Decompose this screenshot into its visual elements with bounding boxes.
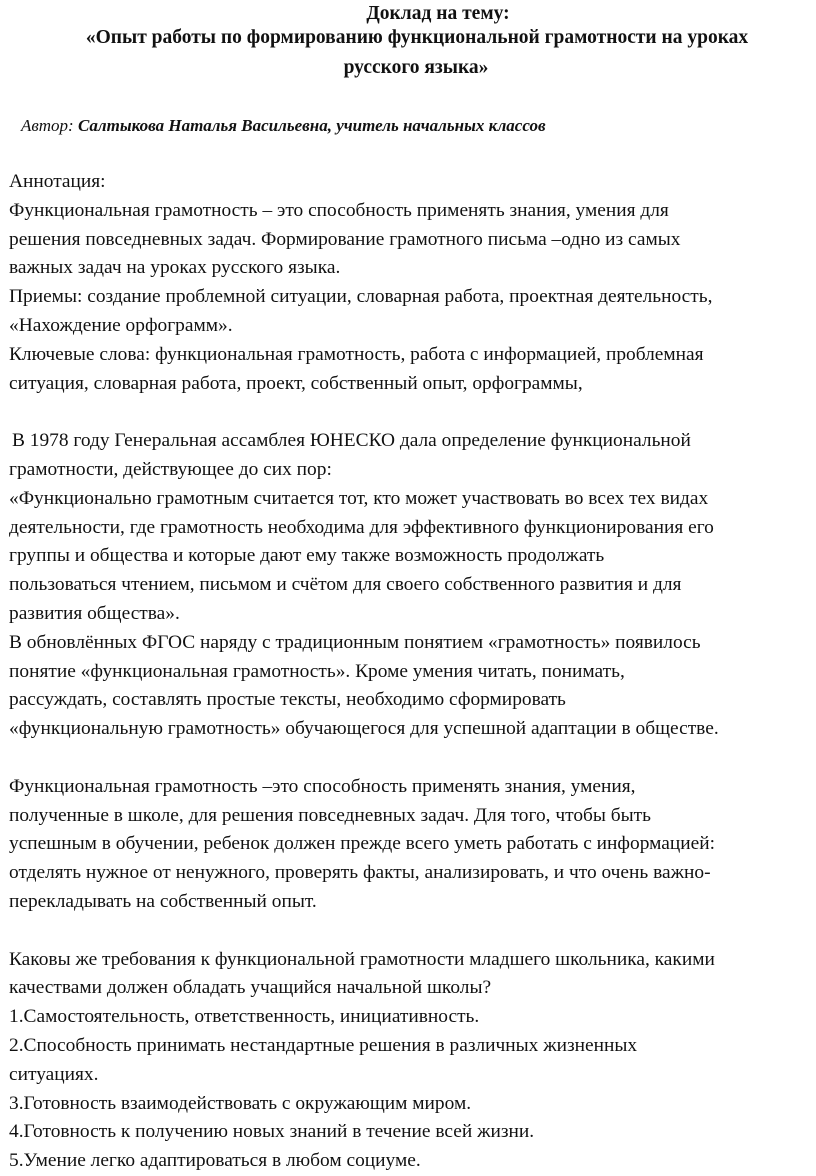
text-line: 4.Готовность к получению новых знаний в течение всей жизни. xyxy=(9,1121,535,1143)
text-line: Ключевые слова: функциональная грамотность, работа с информацией, проблемная xyxy=(9,343,704,365)
text-line: развития общества». xyxy=(9,602,180,624)
text-line: отделять нужное от ненужного, проверять факты, анализировать, и что очень важно- xyxy=(9,862,711,884)
text-line: рассуждать, составлять простые тексты, необходимо сформировать xyxy=(9,689,566,711)
text-line: группы и общества и которые дают ему также возможность продолжать xyxy=(9,545,605,567)
author-line xyxy=(21,115,546,137)
text-line: Функциональная грамотность – это способность применять знания, умения для xyxy=(9,199,669,221)
text-line: В обновлённых ФГОС наряду с традиционным понятием «грамотность» появилось xyxy=(9,631,701,653)
text-line: 1.Самостоятельность, ответственность, инициативность. xyxy=(9,1006,480,1028)
text-line: понятие «функциональная грамотность». Кроме умения читать, понимать, xyxy=(9,660,625,682)
text-line: решения повседневных задач. Формирование грамотного письма –одно из самых xyxy=(9,228,681,250)
blank-line xyxy=(9,744,816,773)
blank-line xyxy=(9,917,816,946)
text-line: важных задач на уроках русского языка. xyxy=(9,257,341,279)
author-name: Салтыкова Наталья Васильевна, учитель начальных классов xyxy=(77,116,546,135)
text-line: пользоваться чтением, письмом и счётом для своего собственного развития и для xyxy=(9,574,682,596)
text-line: ситуация, словарная работа, проект, собственный опыт, орфограммы, xyxy=(9,372,583,394)
title-line-2: «Опыт работы по формированию функциональной грамотности на уроках xyxy=(85,27,749,48)
text-line: Функциональная грамотность –это способность применять знания, умения, xyxy=(9,775,636,797)
blank-line xyxy=(9,398,816,427)
text-line: качествами должен обладать учащийся начальной школы? xyxy=(9,977,492,999)
text-line: «Функционально грамотным считается тот, кто может участвовать во всех тех видах xyxy=(9,487,709,509)
text-line: Приемы: создание проблемной ситуации, словарная работа, проектная деятельность, xyxy=(9,286,713,308)
text-line: полученные в школе, для решения повседневных задач. Для того, чтобы быть xyxy=(9,804,651,826)
text-line: успешным в обучении, ребенок должен прежде всего уметь работать с информацией: xyxy=(9,833,715,855)
text-line: перекладывать на собственный опыт. xyxy=(9,890,317,912)
title-line-3: русского языка» xyxy=(343,57,489,78)
text-line: грамотности, действующее до сих пор: xyxy=(9,458,332,480)
text-line: В 1978 году Генеральная ассамблея ЮНЕСКО дала определение функциональной xyxy=(12,430,691,452)
text-line: Каковы же требования к функциональной грамотности младшего школьника, какими xyxy=(9,948,715,970)
text-line: «функциональную грамотность» обучающегося для успешной адаптации в обществе. xyxy=(9,718,719,740)
title-line-1: Доклад на тему: xyxy=(366,3,510,24)
text-line: деятельности, где грамотность необходима для эффективного функционирования его xyxy=(9,516,714,538)
text-line: 3.Готовность взаимодействовать с окружающим миром. xyxy=(9,1092,472,1114)
text-line: ситуациях. xyxy=(9,1063,99,1085)
text-line: «Нахождение орфограмм». xyxy=(9,314,233,336)
text-line: 2.Способность принимать нестандартные решения в различных жизненных xyxy=(9,1034,638,1056)
document-title xyxy=(0,2,816,80)
document-body xyxy=(9,168,816,1176)
author-label: Автор: xyxy=(21,116,74,135)
text-line: 5.Умение легко адаптироваться в любом социуме. xyxy=(9,1150,421,1172)
text-line: Аннотация: xyxy=(9,171,106,192)
